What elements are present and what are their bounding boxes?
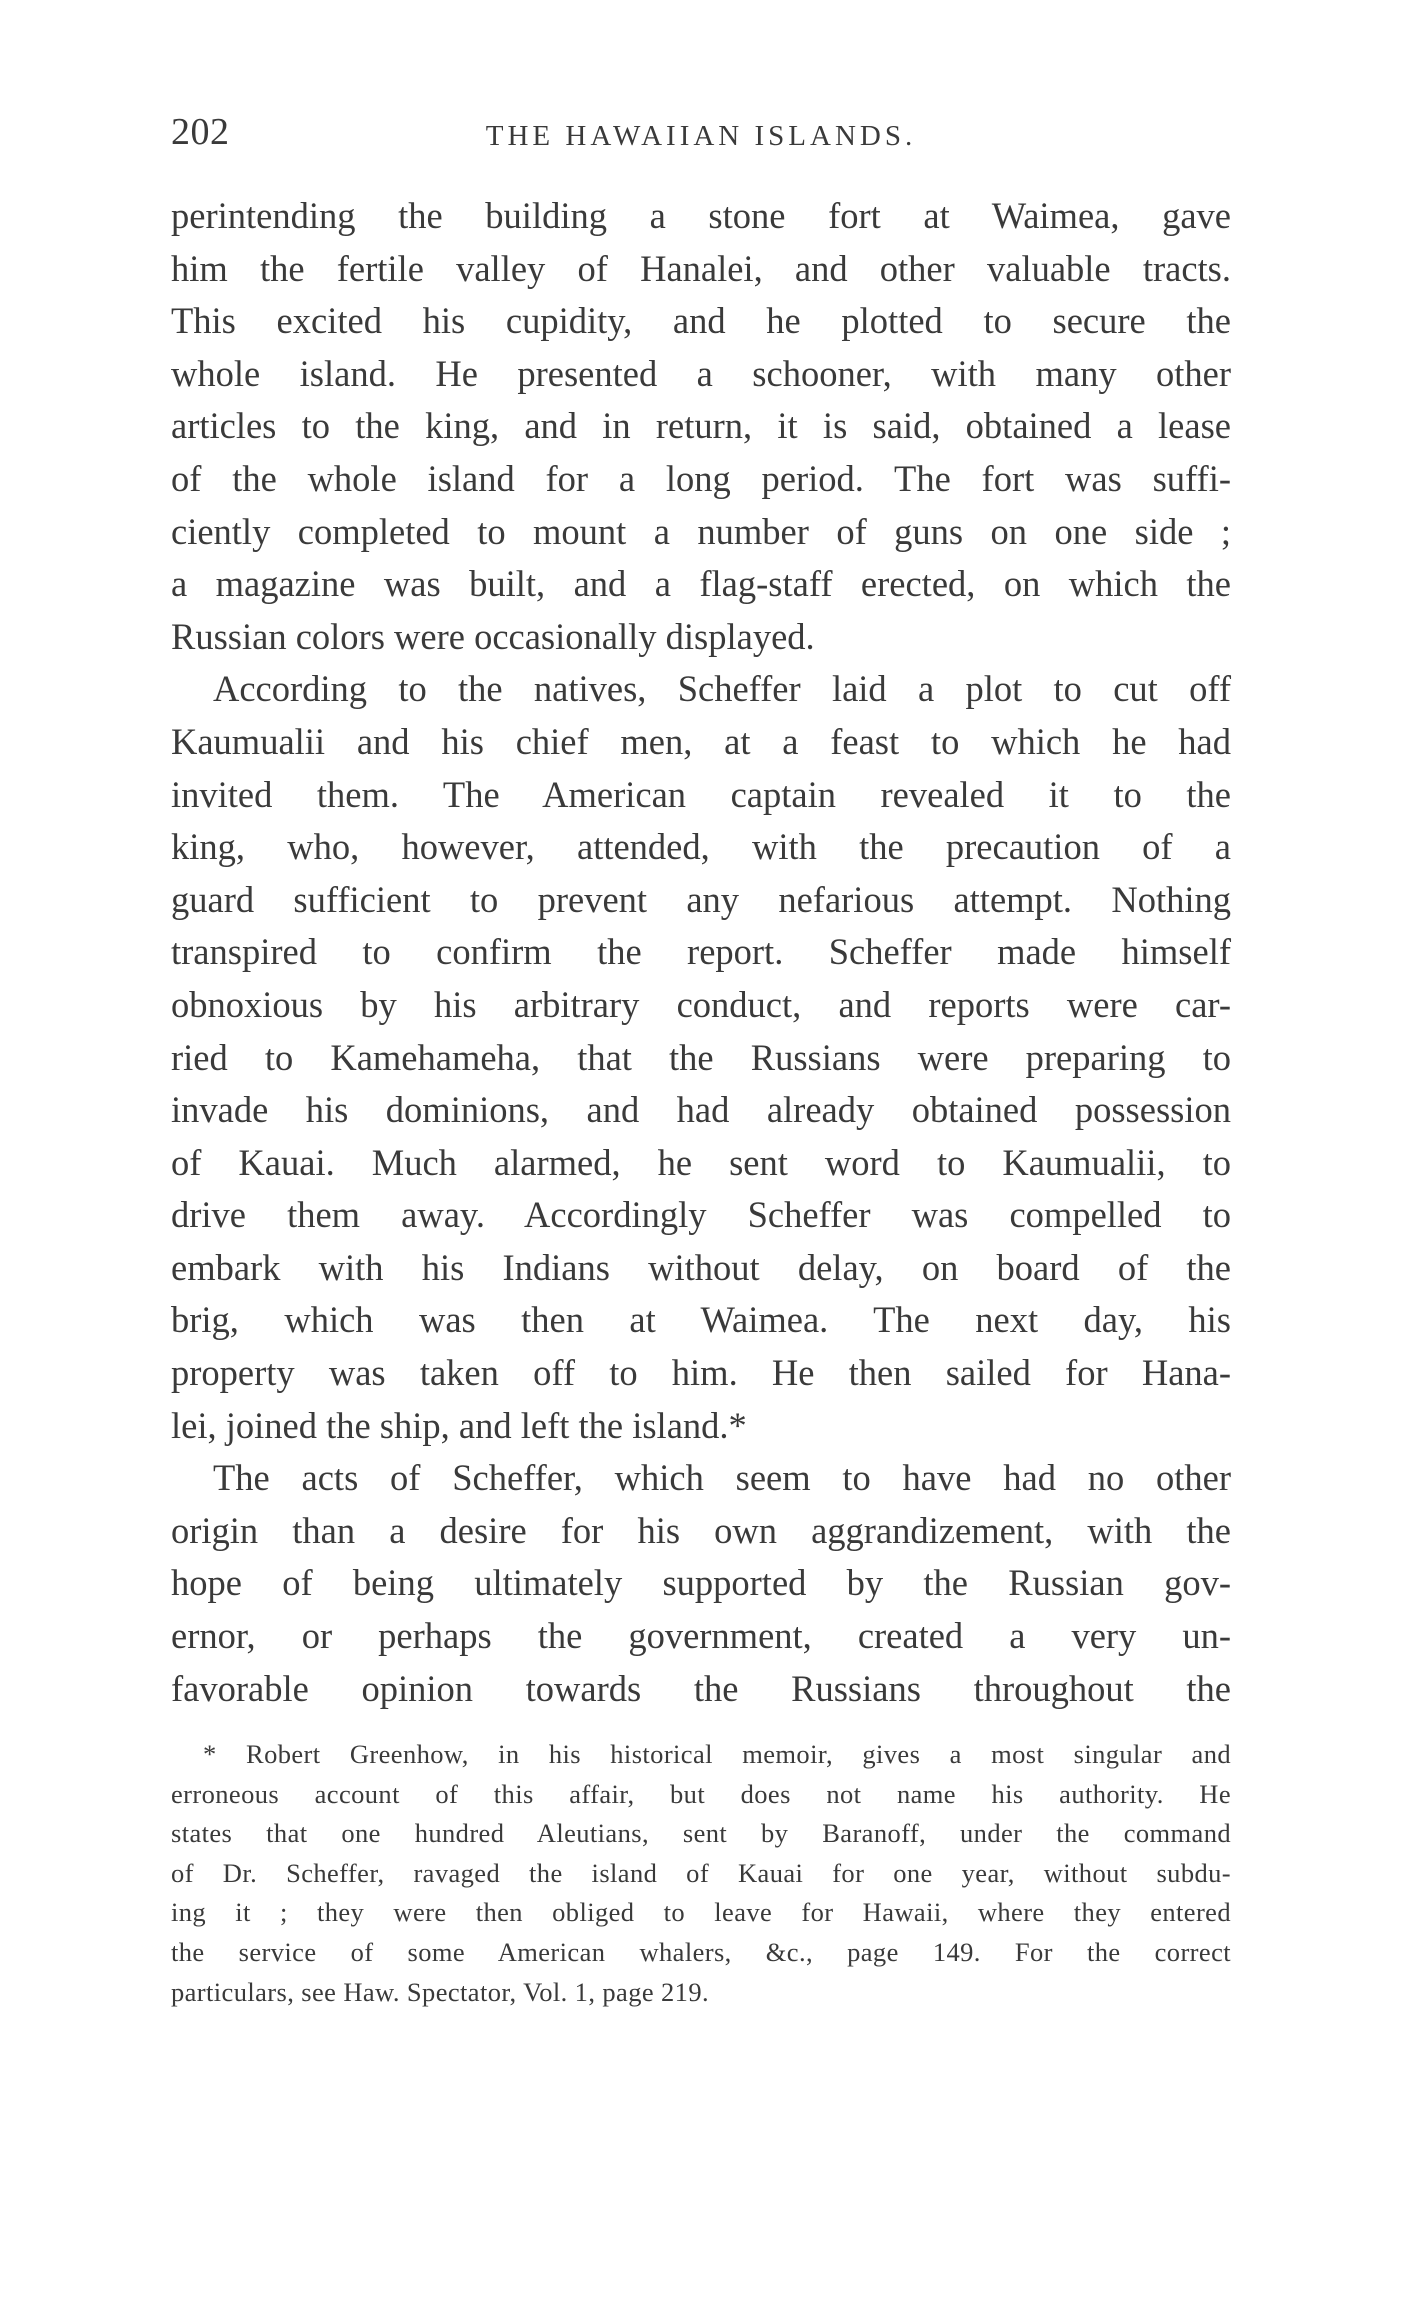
text-line: drive them away. Accordingly Scheffer was compelled to (171, 1194, 1231, 1236)
text-line: him the fertile valley of Hanalei, and other valuable tracts. (171, 247, 1231, 289)
paragraph-start-line: The acts of Scheffer, which seem to have had no other (213, 1457, 1231, 1499)
text-line: of the whole island for a long period. The fort was suffi- (171, 457, 1231, 499)
footnote-line: of Dr. Scheffer, ravaged the island of Kauai for one year, without subdu- (171, 1857, 1231, 1888)
body-text (171, 190, 1231, 1715)
text-line: origin than a desire for his own aggrandizement, with the (171, 1509, 1231, 1551)
text-line: favorable opinion towards the Russians throughout the (171, 1667, 1231, 1709)
footnote-line: states that one hundred Aleutians, sent by Baranoff, under the command (171, 1818, 1231, 1849)
text-line: perintending the building a stone fort at Waimea, gave (171, 195, 1231, 236)
text-line: invited them. The American captain revealed it to the (171, 773, 1231, 815)
text-line: king, who, however, attended, with the precaution of a (171, 826, 1231, 868)
text-line: of Kauai. Much alarmed, he sent word to Kaumualii, to (171, 1141, 1231, 1183)
text-line: guard sufficient to prevent any nefarious attempt. Nothing (171, 878, 1231, 920)
text-line: ciently completed to mount a number of guns on one side ; (171, 510, 1231, 552)
page-number: 202 (171, 111, 230, 153)
text-line: embark with his Indians without delay, on board of the (171, 1246, 1231, 1288)
paragraph-start-line: According to the natives, Scheffer laid a plot to cut off (213, 668, 1231, 710)
text-line: articles to the king, and in return, it is said, obtained a lease (171, 405, 1231, 447)
text-line: property was taken off to him. He then sailed for Hana- (171, 1352, 1231, 1394)
text-line: Kaumualii and his chief men, at a feast to which he had (171, 720, 1231, 762)
text-line: obnoxious by his arbitrary conduct, and reports were car- (171, 983, 1231, 1025)
text-line: This excited his cupidity, and he plotted to secure the (171, 300, 1231, 342)
footnote-line: ing it ; they were then obliged to leave for Hawaii, where they entered (171, 1897, 1231, 1928)
footnote-line: erroneous account of this affair, but does not name his authority. He (171, 1778, 1231, 1809)
text-line: whole island. He presented a schooner, with many other (171, 352, 1231, 394)
text-line: transpired to confirm the report. Scheffer made himself (171, 931, 1231, 973)
running-title: THE HAWAIIAN ISLANDS. (485, 120, 917, 152)
footnote-line: * Robert Greenhow, in his historical memoir, gives a most singular and (203, 1739, 1231, 1769)
text-line: Russian colors were occasionally displayed. (171, 615, 815, 657)
text-line: brig, which was then at Waimea. The next day, his (171, 1299, 1231, 1341)
text-line: lei, joined the ship, and left the island.* (171, 1404, 747, 1446)
text-line: ried to Kamehameha, that the Russians were preparing to (171, 1036, 1231, 1078)
text-line: hope of being ultimately supported by the Russian gov- (171, 1562, 1231, 1604)
text-line: ernor, or perhaps the government, created a very un- (171, 1615, 1231, 1657)
footnote (171, 1735, 1231, 2012)
footnote-line: the service of some American whalers, &c., page 149. For the correct (171, 1936, 1231, 1967)
text-line: invade his dominions, and had already obtained possession (171, 1089, 1231, 1131)
footnote-line: particulars, see Haw. Spectator, Vol. 1, page 219. (171, 1976, 710, 2007)
text-line: a magazine was built, and a flag-staff erected, on which the (171, 563, 1231, 605)
page-header (171, 110, 1231, 160)
